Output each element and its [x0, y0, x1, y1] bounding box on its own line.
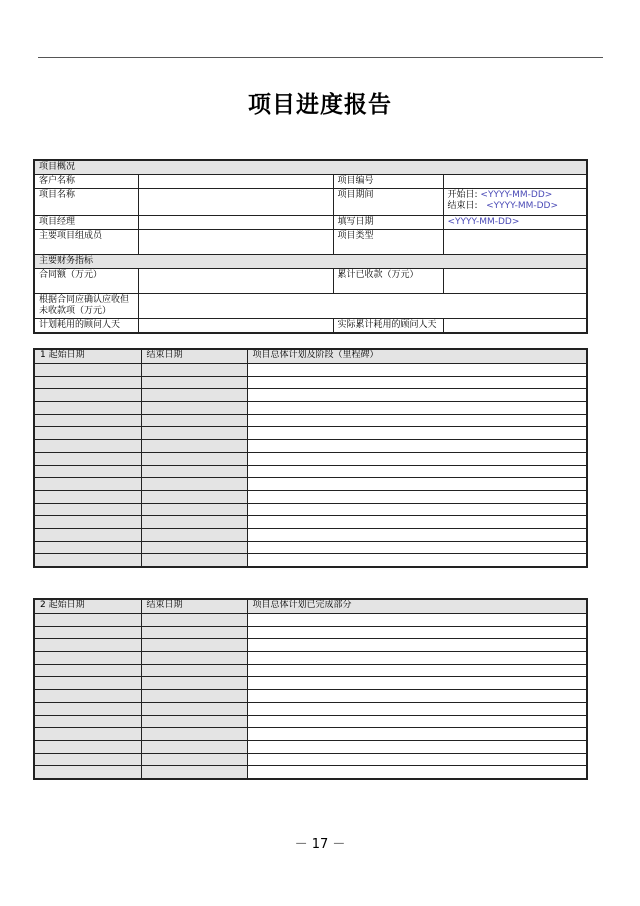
table-row [34, 465, 587, 478]
done-header-row [34, 599, 587, 614]
table-row [34, 427, 587, 440]
table-row [34, 639, 587, 652]
end-date-cell[interactable] [141, 728, 247, 741]
planned-days-field[interactable] [138, 319, 333, 334]
start-date-cell[interactable] [34, 664, 141, 677]
members-label: 主要项目组成员 [34, 230, 138, 255]
end-date-cell[interactable] [141, 702, 247, 715]
table-row [34, 389, 587, 402]
table-row [34, 715, 587, 728]
description-cell[interactable] [247, 516, 587, 529]
description-cell[interactable] [247, 452, 587, 465]
start-date-cell[interactable] [34, 614, 141, 627]
start-date-cell[interactable] [34, 740, 141, 753]
start-date-line [448, 190, 583, 201]
end-date-cell[interactable] [141, 490, 247, 503]
collected-label: 累计已收款（万元） [333, 269, 443, 294]
description-cell[interactable] [247, 690, 587, 703]
table-row [34, 490, 587, 503]
table-row [34, 452, 587, 465]
start-date-cell[interactable] [34, 402, 141, 415]
start-date-cell[interactable] [34, 753, 141, 766]
start-date-cell[interactable] [34, 516, 141, 529]
end-date-cell[interactable] [141, 503, 247, 516]
start-date-cell[interactable] [34, 490, 141, 503]
fill-date-field[interactable]: <YYYY-MM-DD> [443, 216, 587, 230]
description-cell[interactable] [247, 753, 587, 766]
start-date-label: 开始日: [447, 190, 478, 200]
description-cell[interactable] [247, 702, 587, 715]
end-date-cell[interactable] [141, 389, 247, 402]
finance-section-row [34, 255, 587, 269]
start-date-cell[interactable] [34, 626, 141, 639]
end-date-cell[interactable] [141, 677, 247, 690]
end-date-cell[interactable] [141, 753, 247, 766]
table-row [34, 402, 587, 415]
table-row [34, 541, 587, 554]
table-row [34, 414, 587, 427]
plan-col-milestone: 项目总体计划及阶段（里程碑） [247, 349, 587, 364]
description-cell[interactable] [247, 376, 587, 389]
start-date-cell[interactable] [34, 554, 141, 567]
start-date-cell[interactable] [34, 766, 141, 779]
fill-date-label: 填写日期 [333, 216, 443, 230]
description-cell[interactable] [247, 402, 587, 415]
table-row [34, 189, 587, 216]
description-cell[interactable] [247, 389, 587, 402]
project-name-field[interactable] [138, 189, 333, 216]
end-date-cell[interactable] [141, 478, 247, 491]
description-cell[interactable] [247, 503, 587, 516]
end-date-line [448, 201, 583, 212]
contract-amount-label: 合同额（万元） [34, 269, 138, 294]
header-rule [38, 57, 603, 58]
end-date-cell[interactable] [141, 376, 247, 389]
end-date-cell[interactable] [141, 626, 247, 639]
project-type-label: 项目类型 [333, 230, 443, 255]
start-date-cell[interactable] [34, 702, 141, 715]
table-row [34, 554, 587, 567]
start-date-cell[interactable] [34, 376, 141, 389]
project-period-label: 项目期间 [333, 189, 443, 216]
table-row [34, 230, 587, 255]
start-date-cell[interactable] [34, 503, 141, 516]
start-date-cell[interactable] [34, 541, 141, 554]
page-title: 项目进度报告 [248, 92, 392, 118]
table-row [34, 766, 587, 779]
table-row [34, 440, 587, 453]
end-date-cell[interactable] [141, 440, 247, 453]
table-row [34, 364, 587, 377]
overview-table [33, 159, 588, 334]
start-date-cell[interactable] [34, 690, 141, 703]
table-row [34, 175, 587, 189]
description-cell[interactable] [247, 626, 587, 639]
description-cell[interactable] [247, 364, 587, 377]
end-date-cell[interactable] [141, 516, 247, 529]
project-manager-label: 项目经理 [34, 216, 138, 230]
overview-section-label: 项目概况 [34, 160, 587, 175]
description-cell[interactable] [247, 478, 587, 491]
table-row [34, 269, 587, 294]
receivable-label [34, 294, 138, 319]
table-row [34, 528, 587, 541]
collected-field[interactable] [443, 269, 587, 294]
start-date-cell[interactable] [34, 465, 141, 478]
end-date-cell[interactable] [141, 427, 247, 440]
table-row [34, 376, 587, 389]
table-row [34, 516, 587, 529]
start-date-cell[interactable] [34, 528, 141, 541]
start-date-cell[interactable] [34, 715, 141, 728]
end-date-cell[interactable] [141, 639, 247, 652]
done-table [33, 598, 588, 780]
plan-col-start: 1 起始日期 [34, 349, 141, 364]
description-cell[interactable] [247, 728, 587, 741]
project-no-field[interactable] [443, 175, 587, 189]
end-date-cell[interactable] [141, 541, 247, 554]
overview-section-row [34, 160, 587, 175]
description-cell[interactable] [247, 541, 587, 554]
start-date-cell[interactable] [34, 677, 141, 690]
plan-rows [34, 364, 587, 568]
description-cell[interactable] [247, 639, 587, 652]
plan-col-end: 结束日期 [141, 349, 247, 364]
start-date-cell[interactable] [34, 427, 141, 440]
description-cell[interactable] [247, 554, 587, 567]
page-number: － 17 － [294, 837, 346, 852]
description-cell[interactable] [247, 715, 587, 728]
end-date-cell[interactable] [141, 452, 247, 465]
table-row [34, 677, 587, 690]
planned-days-label: 计划耗用的顾问人天 [34, 319, 138, 334]
receivable-label-line1: 根据合同应确认应收但 [39, 295, 130, 305]
start-date-cell[interactable] [34, 478, 141, 491]
done-col-completed: 项目总体计划已完成部分 [247, 599, 587, 614]
end-date-cell[interactable] [141, 465, 247, 478]
start-date-cell[interactable] [34, 440, 141, 453]
members-field[interactable] [138, 230, 333, 255]
start-date-cell[interactable] [34, 389, 141, 402]
end-date-cell[interactable] [141, 528, 247, 541]
table-row [34, 740, 587, 753]
receivable-label-line2: 未收款项（万元） [39, 306, 112, 316]
table-row [34, 319, 587, 334]
description-cell[interactable] [247, 677, 587, 690]
end-date-cell[interactable] [141, 364, 247, 377]
description-cell[interactable] [247, 490, 587, 503]
table-row [34, 216, 587, 230]
description-cell[interactable] [247, 652, 587, 665]
description-cell[interactable] [247, 427, 587, 440]
table-row [34, 702, 587, 715]
client-name-field[interactable] [138, 175, 333, 189]
end-date-cell[interactable] [141, 766, 247, 779]
table-row [34, 664, 587, 677]
start-date-placeholder: <YYYY-MM-DD> [480, 190, 553, 200]
start-date-cell[interactable] [34, 364, 141, 377]
end-date-cell[interactable] [141, 554, 247, 567]
description-cell[interactable] [247, 528, 587, 541]
project-period-field[interactable] [443, 189, 587, 216]
end-date-cell[interactable] [141, 740, 247, 753]
table-row [34, 626, 587, 639]
description-cell[interactable] [247, 465, 587, 478]
end-date-cell[interactable] [141, 690, 247, 703]
end-date-cell[interactable] [141, 402, 247, 415]
table-row [34, 728, 587, 741]
project-no-label: 项目编号 [333, 175, 443, 189]
end-date-cell[interactable] [141, 614, 247, 627]
done-rows [34, 614, 587, 779]
table-row [34, 753, 587, 766]
table-row [34, 503, 587, 516]
end-date-label: 结束日: [447, 201, 478, 211]
end-date-cell[interactable] [141, 652, 247, 665]
end-date-cell[interactable] [141, 715, 247, 728]
start-date-cell[interactable] [34, 414, 141, 427]
table-row [34, 294, 587, 319]
description-cell[interactable] [247, 664, 587, 677]
actual-days-label: 实际累计耗用的顾问人天 [333, 319, 443, 334]
start-date-cell[interactable] [34, 728, 141, 741]
description-cell[interactable] [247, 740, 587, 753]
start-date-cell[interactable] [34, 652, 141, 665]
finance-section-label: 主要财务指标 [34, 255, 587, 269]
end-date-cell[interactable] [141, 414, 247, 427]
description-cell[interactable] [247, 440, 587, 453]
description-cell[interactable] [247, 614, 587, 627]
plan-header-row [34, 349, 587, 364]
end-date-cell[interactable] [141, 664, 247, 677]
table-row [34, 690, 587, 703]
done-col-start: 2 起始日期 [34, 599, 141, 614]
receivable-field[interactable] [138, 294, 587, 319]
project-type-field[interactable] [443, 230, 587, 255]
project-name-label: 项目名称 [34, 189, 138, 216]
project-manager-field[interactable] [138, 216, 333, 230]
description-cell[interactable] [247, 766, 587, 779]
contract-amount-field[interactable] [138, 269, 333, 294]
start-date-cell[interactable] [34, 452, 141, 465]
description-cell[interactable] [247, 414, 587, 427]
client-name-label: 客户名称 [34, 175, 138, 189]
end-date-placeholder: <YYYY-MM-DD> [486, 201, 559, 211]
start-date-cell[interactable] [34, 639, 141, 652]
table-row [34, 614, 587, 627]
table-row [34, 478, 587, 491]
actual-days-field[interactable] [443, 319, 587, 334]
done-col-end: 结束日期 [141, 599, 247, 614]
table-row [34, 652, 587, 665]
plan-table [33, 348, 588, 568]
